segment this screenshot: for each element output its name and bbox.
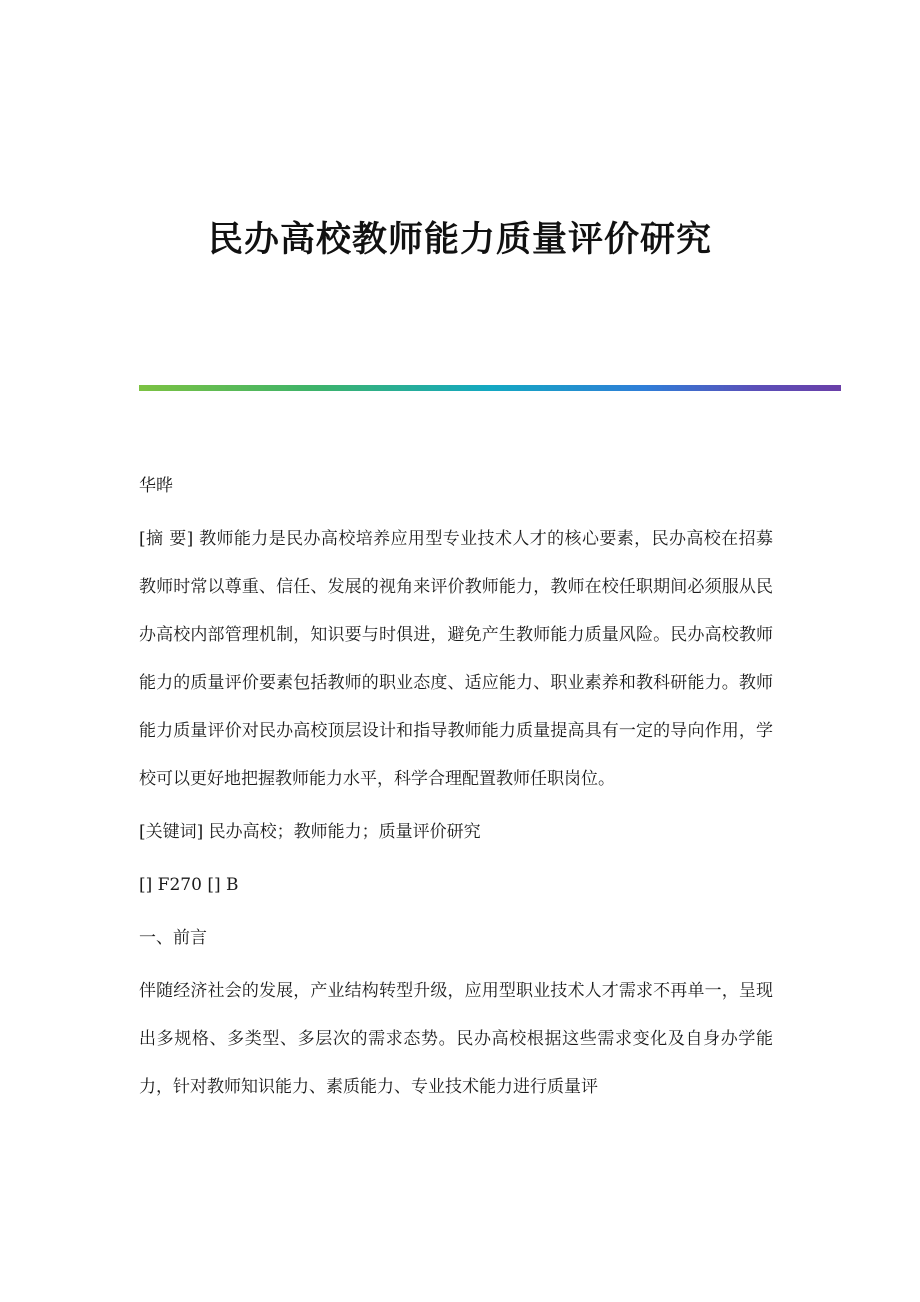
document-title: 民办高校教师能力质量评价研究 <box>207 220 712 260</box>
document-body <box>139 462 773 1111</box>
author-line: 华晔 <box>139 476 173 496</box>
intro-paragraph: 伴随经济社会的发展，产业结构转型升级，应用型职业技术人才需求不再单一，呈现出多规格、多类型、多层次的需求态势。民办高校根据这些需求变化及自身办学能力，针对教师知识能力、素质能力、专业技术能力进行质量评 <box>139 981 773 1097</box>
abstract-paragraph: [摘 要] 教师能力是民办高校培养应用型专业技术人才的核心要素，民办高校在招募教师时常以尊重、信任、发展的视角来评价教师能力，教师在校任职期间必须服从民办高校内部管理机制，知识要与时俱进，避免产生教师能力质量风险。民办高校教师能力的质量评价要素包括教师的职业态度、适应能力、职业素养和教科研能力。教师能力质量评价对民办高校顶层设计和指导教师能力质量提高具有一定的导向作用，学校可以更好地把握教师能力水平，科学合理配置教师任职岗位。 <box>139 529 773 789</box>
title-divider <box>139 385 841 391</box>
section-heading: 一、前言 <box>139 928 207 948</box>
keywords-line: [关键词] 民办高校；教师能力；质量评价研究 <box>139 822 481 842</box>
classification-line: [] F270 [] B <box>139 875 239 895</box>
